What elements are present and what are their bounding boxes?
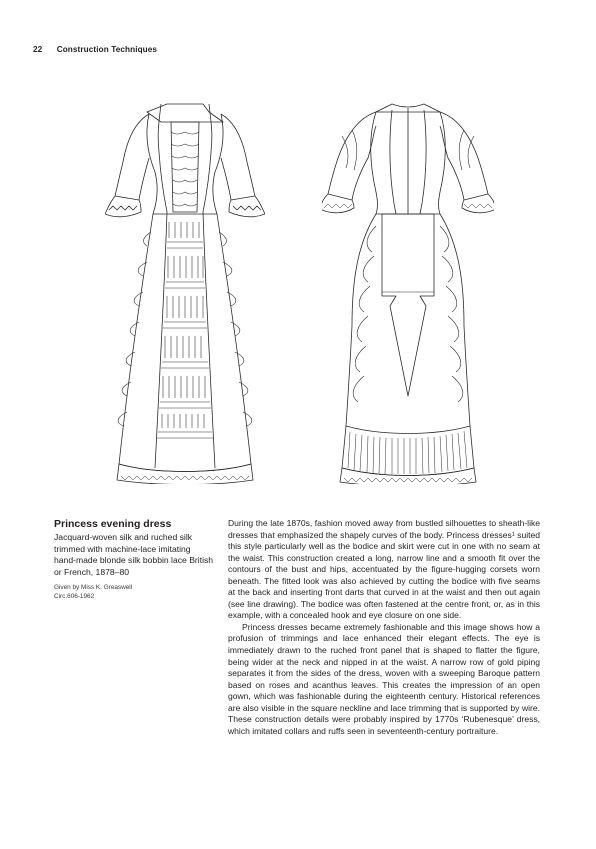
- body-text: [228, 518, 540, 737]
- dress-front-drawing: [105, 92, 265, 484]
- running-header: [33, 45, 157, 54]
- body-paragraph-2: Princess dresses became extremely fashionable and this image shows how a profusion of trimmings and lace enhanced their elegant effects. The eye is immediately drawn to the ruched front panel that is shaped to flatter the figure, being wider at the neck and nipped in at the waist. A narrow row of gold piping separates it from the sides of the dress, woven with a sweeping Baroque pattern based on roses and acanthus leaves. This creates the impression of an open gown, which was fashionable during the eighteenth century. Historical references are also visible in the square neckline and lace trimming that is supported by wire. These construction details were probably inspired by 1770s ‘Rubenesque’ dress, which imitated collars and ruffs seen in seventeenth-century portraiture.: [228, 621, 540, 736]
- caption-credit: Given by Miss K. Greaswell: [54, 584, 133, 592]
- page-number: 22: [33, 45, 43, 54]
- body-paragraph-1: During the late 1870s, fashion moved away from bustled silhouettes to sheath-like dresses that emphasized the shapely curves of the body. Princess dresses¹ suited this style particularly well as the bodice and skirt were cut in one with no seam at the waist. This construction created a long, narrow line and a smooth fit over the contours of the bust and hips, accentuated by the figure-hugging corsets worn beneath. The fitted look was also achieved by cutting the bodice with five seams at the back and inserting front darts that curved in at the waist and then out again (see line drawing). The bodice was often fastened at the centre front, or, as in this example, with a concealed hook and eye closure on one side.: [228, 518, 540, 621]
- caption-credit-block: [54, 583, 214, 601]
- caption-title: Princess evening dress: [54, 518, 172, 530]
- figure-caption: [54, 518, 214, 601]
- caption-accession: Circ.606-1962: [54, 593, 95, 601]
- section-title: Construction Techniques: [56, 45, 158, 54]
- dress-back-drawing: [322, 96, 494, 484]
- caption-description: Jacquard-woven silk and ruched silk trimmed with machine-lace imitating hand-made blonde silk bobbin lace British or French, 1878–80: [54, 532, 214, 577]
